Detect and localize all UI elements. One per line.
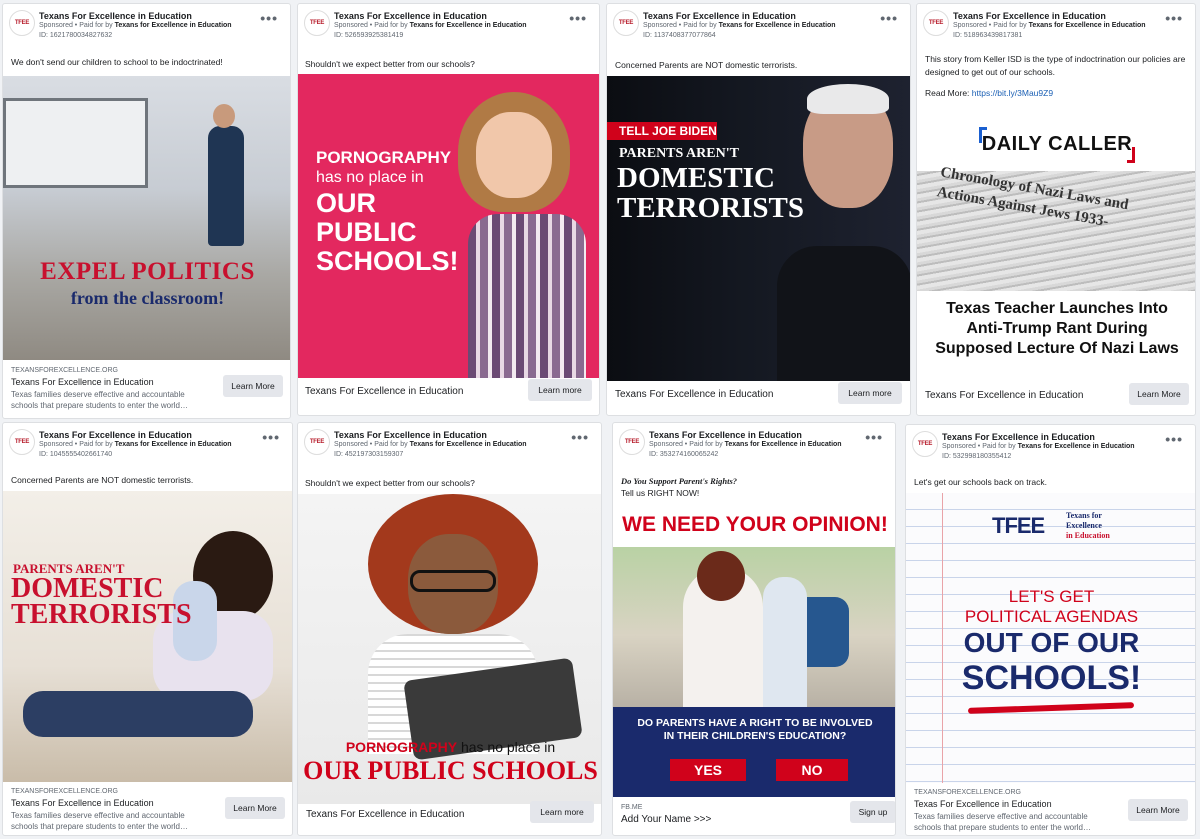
creative-line-schools: SCHOOLS! bbox=[961, 659, 1142, 697]
payer-name: Texans for Excellence in Education bbox=[1028, 22, 1146, 29]
payer-name: Texans for Excellence in Education bbox=[114, 22, 232, 29]
creative-line-pornography-word: PORNOGRAPHY bbox=[345, 739, 458, 755]
more-dots-icon[interactable]: ••• bbox=[569, 10, 587, 26]
ad-id: ID: 1621780034827632 bbox=[39, 32, 113, 39]
mother-jeans-shape bbox=[23, 691, 253, 737]
yes-option[interactable]: YES bbox=[670, 759, 746, 781]
photo-area bbox=[613, 547, 896, 707]
creative-line-our: OUR bbox=[316, 188, 376, 218]
sponsored-line bbox=[334, 441, 527, 448]
girl-face-shape bbox=[476, 112, 552, 198]
ad-card bbox=[2, 422, 293, 836]
sponsored-line bbox=[942, 443, 1135, 450]
sponsored-label: Sponsored • Paid for by bbox=[643, 22, 717, 29]
page-name[interactable]: Texans For Excellence in Education bbox=[643, 11, 796, 21]
tfee-logo-text1: Texans for bbox=[1066, 511, 1102, 520]
ad-creative-image[interactable] bbox=[3, 76, 291, 360]
tfee-logo bbox=[992, 513, 1045, 538]
page-logo[interactable] bbox=[304, 429, 330, 455]
payer-name: Texans for Excellence in Education bbox=[724, 441, 842, 448]
sponsored-line bbox=[39, 22, 232, 29]
page-name[interactable]: Texans For Excellence in Education bbox=[942, 432, 1095, 442]
ad-id: ID: 452197303159307 bbox=[334, 451, 404, 458]
ad-id: ID: 1045555402661740 bbox=[39, 451, 113, 458]
creative-line-public: PUBLIC bbox=[316, 217, 417, 247]
ad-header bbox=[607, 4, 910, 44]
sponsored-label: Sponsored • Paid for by bbox=[39, 441, 113, 448]
sponsored-line bbox=[953, 22, 1146, 29]
page-name[interactable]: Texans For Excellence in Education bbox=[649, 430, 802, 440]
payer-name: Texans for Excellence in Education bbox=[114, 441, 232, 448]
ad-creative-image[interactable] bbox=[613, 505, 896, 797]
creative-subline: from the classroom! bbox=[70, 288, 225, 308]
page-name[interactable]: Texans For Excellence in Education bbox=[953, 11, 1106, 21]
learn-more-button[interactable]: Learn More bbox=[225, 797, 285, 819]
ad-message: Shouldn't we expect better from our schools? bbox=[305, 478, 475, 488]
link-description: Texas families deserve effective and accountable schools that prepare students to enter the world… bbox=[914, 812, 1091, 832]
sponsored-line bbox=[643, 22, 836, 29]
sponsored-label: Sponsored • Paid for by bbox=[942, 443, 1016, 450]
page-logo[interactable] bbox=[304, 10, 330, 36]
creative-line-terrorists: TERRORISTS bbox=[11, 599, 192, 630]
learn-more-button[interactable]: Learn more bbox=[528, 379, 592, 401]
sponsored-label: Sponsored • Paid for by bbox=[39, 22, 113, 29]
link-title[interactable]: Texas For Excellence in Education bbox=[914, 799, 1052, 809]
ad-card bbox=[297, 3, 600, 416]
link-title[interactable]: Texans For Excellence in Education bbox=[925, 390, 1084, 401]
ad-creative-image[interactable] bbox=[906, 493, 1196, 783]
page-name[interactable]: Texans For Excellence in Education bbox=[39, 11, 192, 21]
read-more-label: Read More: bbox=[925, 88, 970, 98]
read-more-link[interactable]: https://bit.ly/3Mau9Z9 bbox=[971, 88, 1054, 98]
page-name[interactable]: Texans For Excellence in Education bbox=[334, 11, 487, 21]
link-title[interactable]: Texans For Excellence in Education bbox=[615, 389, 774, 400]
creative-line-pornography: PORNOGRAPHY bbox=[316, 148, 452, 167]
tfee-logo-text3: in Education bbox=[1066, 531, 1110, 540]
learn-more-button[interactable]: Learn More bbox=[1128, 799, 1188, 821]
more-dots-icon[interactable]: ••• bbox=[865, 429, 883, 445]
ad-id: ID: 526593925381419 bbox=[334, 32, 404, 39]
page-name[interactable]: Texans For Excellence in Education bbox=[334, 430, 487, 440]
ad-card bbox=[905, 424, 1196, 836]
link-title[interactable]: Texans For Excellence in Education bbox=[306, 809, 465, 820]
ad-message: We don't send our children to school to be indoctrinated! bbox=[11, 57, 223, 67]
logo-text: TFEE bbox=[618, 20, 634, 26]
more-dots-icon[interactable]: ••• bbox=[1165, 431, 1183, 447]
link-domain: TEXANSFOREXCELLENCE.ORG bbox=[11, 367, 118, 374]
payer-name: Texans for Excellence in Education bbox=[409, 441, 527, 448]
teacher-shape bbox=[208, 126, 244, 246]
ad-card bbox=[2, 3, 291, 419]
sponsored-label: Sponsored • Paid for by bbox=[953, 22, 1027, 29]
underline-stroke bbox=[968, 702, 1134, 714]
page-name[interactable]: Texans For Excellence in Education bbox=[39, 430, 192, 440]
ad-creative-image[interactable] bbox=[298, 74, 600, 378]
more-dots-icon[interactable]: ••• bbox=[260, 10, 278, 26]
learn-more-button[interactable]: Learn more bbox=[838, 382, 902, 404]
more-dots-icon[interactable]: ••• bbox=[880, 10, 898, 26]
learn-more-button[interactable]: Learn More bbox=[223, 375, 283, 397]
logo-text: TFEE bbox=[917, 441, 933, 447]
creative-line-domestic: DOMESTIC bbox=[11, 573, 164, 604]
page-logo[interactable] bbox=[613, 10, 639, 36]
ad-message: Concerned Parents are NOT domestic terrorists. bbox=[11, 475, 194, 485]
sponsored-line bbox=[39, 441, 232, 448]
ad-message: Let's get our schools back on track. bbox=[914, 477, 1047, 487]
ad-creative-image[interactable] bbox=[298, 494, 602, 804]
creative-line-has-no-place: has no place in bbox=[460, 739, 556, 755]
ad-id: ID: 532998180355412 bbox=[942, 453, 1012, 460]
page-logo[interactable] bbox=[9, 429, 35, 455]
link-title[interactable]: Add Your Name >>> bbox=[621, 814, 712, 825]
ad-message-question: Do You Support Parent's Rights? bbox=[621, 476, 738, 486]
ad-card bbox=[916, 3, 1196, 416]
whiteboard-shape bbox=[3, 98, 148, 188]
daily-caller-logo: DAILY CALLER bbox=[981, 133, 1133, 155]
more-dots-icon[interactable]: ••• bbox=[262, 429, 280, 445]
banner-text: TELL JOE BIDEN bbox=[619, 124, 717, 138]
learn-more-button[interactable]: Learn More bbox=[1129, 383, 1189, 405]
ad-card bbox=[612, 422, 896, 836]
logo-text: TFEE bbox=[14, 439, 30, 445]
ad-id: ID: 353274160065242 bbox=[649, 451, 719, 458]
more-dots-icon[interactable]: ••• bbox=[1165, 10, 1183, 26]
creative-line-parents: PARENTS AREN'T bbox=[619, 146, 739, 161]
link-domain: TEXANSFOREXCELLENCE.ORG bbox=[914, 789, 1021, 796]
ad-creative-image[interactable] bbox=[3, 491, 293, 782]
teacher-head-shape bbox=[213, 104, 235, 128]
creative-line-out-of-our: OUT OF OUR bbox=[963, 627, 1140, 658]
ad-creative-image[interactable] bbox=[607, 76, 911, 381]
link-title[interactable]: Texans For Excellence in Education bbox=[305, 386, 464, 397]
read-more-line bbox=[925, 87, 1187, 100]
ad-card bbox=[606, 3, 911, 416]
newspaper-text: Chronology of Nazi Laws and Actions Against Jews 1933- bbox=[935, 164, 1130, 231]
link-description: Texas families deserve effective and accountable schools that prepare students to enter the world… bbox=[11, 390, 188, 410]
glasses-shape bbox=[410, 570, 496, 592]
link-title[interactable]: Texans For Excellence in Education bbox=[11, 377, 154, 387]
biden-suit-shape bbox=[777, 246, 911, 381]
more-dots-icon[interactable]: ••• bbox=[571, 429, 589, 445]
ad-header bbox=[917, 4, 1195, 44]
creative-line-our-public-schools: OUR PUBLIC SCHOOLS bbox=[303, 756, 598, 785]
page-logo[interactable] bbox=[923, 10, 949, 36]
creative-line-has-no-place: has no place in bbox=[316, 169, 424, 186]
logo-text: TFEE bbox=[309, 439, 325, 445]
ad-header bbox=[3, 423, 292, 463]
newspaper-photo bbox=[917, 164, 1196, 291]
ad-message: Concerned Parents are NOT domestic terrorists. bbox=[615, 60, 798, 70]
no-option[interactable]: NO bbox=[776, 759, 848, 781]
ad-header bbox=[613, 423, 895, 463]
ad-message: Tell us RIGHT NOW! bbox=[621, 488, 700, 498]
ad-header bbox=[906, 425, 1195, 465]
sponsored-line bbox=[649, 441, 842, 448]
page-logo[interactable] bbox=[9, 10, 35, 36]
ad-message: Shouldn't we expect better from our schools? bbox=[305, 59, 475, 69]
sponsored-label: Sponsored • Paid for by bbox=[649, 441, 723, 448]
creative-line-lets-get: LET'S GET bbox=[1008, 587, 1095, 606]
logo-text: TFEE bbox=[14, 20, 30, 26]
link-domain: FB.ME bbox=[621, 804, 643, 811]
page-logo[interactable] bbox=[619, 429, 645, 455]
ad-header bbox=[298, 423, 601, 463]
ad-card bbox=[297, 422, 602, 836]
sponsored-label: Sponsored • Paid for by bbox=[334, 22, 408, 29]
daily-caller-bracket-right bbox=[1127, 147, 1135, 163]
tfee-logo-text2: Excellence bbox=[1066, 521, 1102, 530]
ad-id: ID: 518963439817381 bbox=[953, 32, 1023, 39]
logo-text: TFEE bbox=[928, 20, 944, 26]
link-title[interactable]: Texans For Excellence in Education bbox=[11, 798, 154, 808]
link-domain: TEXANSFOREXCELLENCE.ORG bbox=[11, 788, 118, 795]
creative-line-terrorists: TERRORISTS bbox=[617, 192, 804, 224]
page-logo[interactable] bbox=[912, 431, 938, 457]
sponsored-line bbox=[334, 22, 527, 29]
payer-name: Texans for Excellence in Education bbox=[718, 22, 836, 29]
boy-shape bbox=[763, 577, 807, 707]
ad-id: ID: 1137408377077864 bbox=[643, 32, 716, 39]
payer-name: Texans for Excellence in Education bbox=[409, 22, 527, 29]
ad-header bbox=[3, 4, 290, 44]
sponsored-label: Sponsored • Paid for by bbox=[334, 441, 408, 448]
creative-question: DO PARENTS HAVE A RIGHT TO BE INVOLVED IN THEIR CHILDREN'S EDUCATION? bbox=[637, 717, 873, 742]
biden-hair-shape bbox=[807, 84, 889, 114]
creative-headline: EXPEL POLITICS bbox=[40, 258, 255, 285]
creative-line-parents: PARENTS AREN'T bbox=[13, 561, 125, 576]
girl-shirt-shape bbox=[468, 214, 586, 378]
tfee-logo-text: TFEE bbox=[992, 513, 1045, 538]
ad-message: This story from Keller ISD is the type of indoctrination our policies are designed to get out of our schools. bbox=[925, 54, 1186, 77]
learn-more-button[interactable]: Learn more bbox=[530, 801, 594, 823]
logo-text: TFEE bbox=[309, 20, 325, 26]
creative-headline: WE NEED YOUR OPINION! bbox=[622, 513, 888, 536]
sign-up-button[interactable]: Sign up bbox=[850, 801, 896, 823]
link-description: Texas families deserve effective and accountable schools that prepare students to enter the world… bbox=[11, 811, 188, 831]
creative-line-pornography bbox=[298, 739, 602, 755]
ad-creative-image[interactable] bbox=[917, 111, 1196, 396]
mother-hair-shape bbox=[697, 551, 745, 601]
creative-line-domestic: DOMESTIC bbox=[617, 162, 775, 194]
article-headline: Texas Teacher Launches Into Anti-Trump Rant During Supposed Lecture Of Nazi Laws bbox=[935, 300, 1179, 357]
creative-line-political-agendas: POLITICAL AGENDAS bbox=[964, 607, 1139, 626]
payer-name: Texans for Excellence in Education bbox=[1017, 443, 1135, 450]
logo-text: TFEE bbox=[624, 439, 640, 445]
ad-header bbox=[298, 4, 599, 44]
creative-line-schools: SCHOOLS! bbox=[316, 246, 459, 276]
